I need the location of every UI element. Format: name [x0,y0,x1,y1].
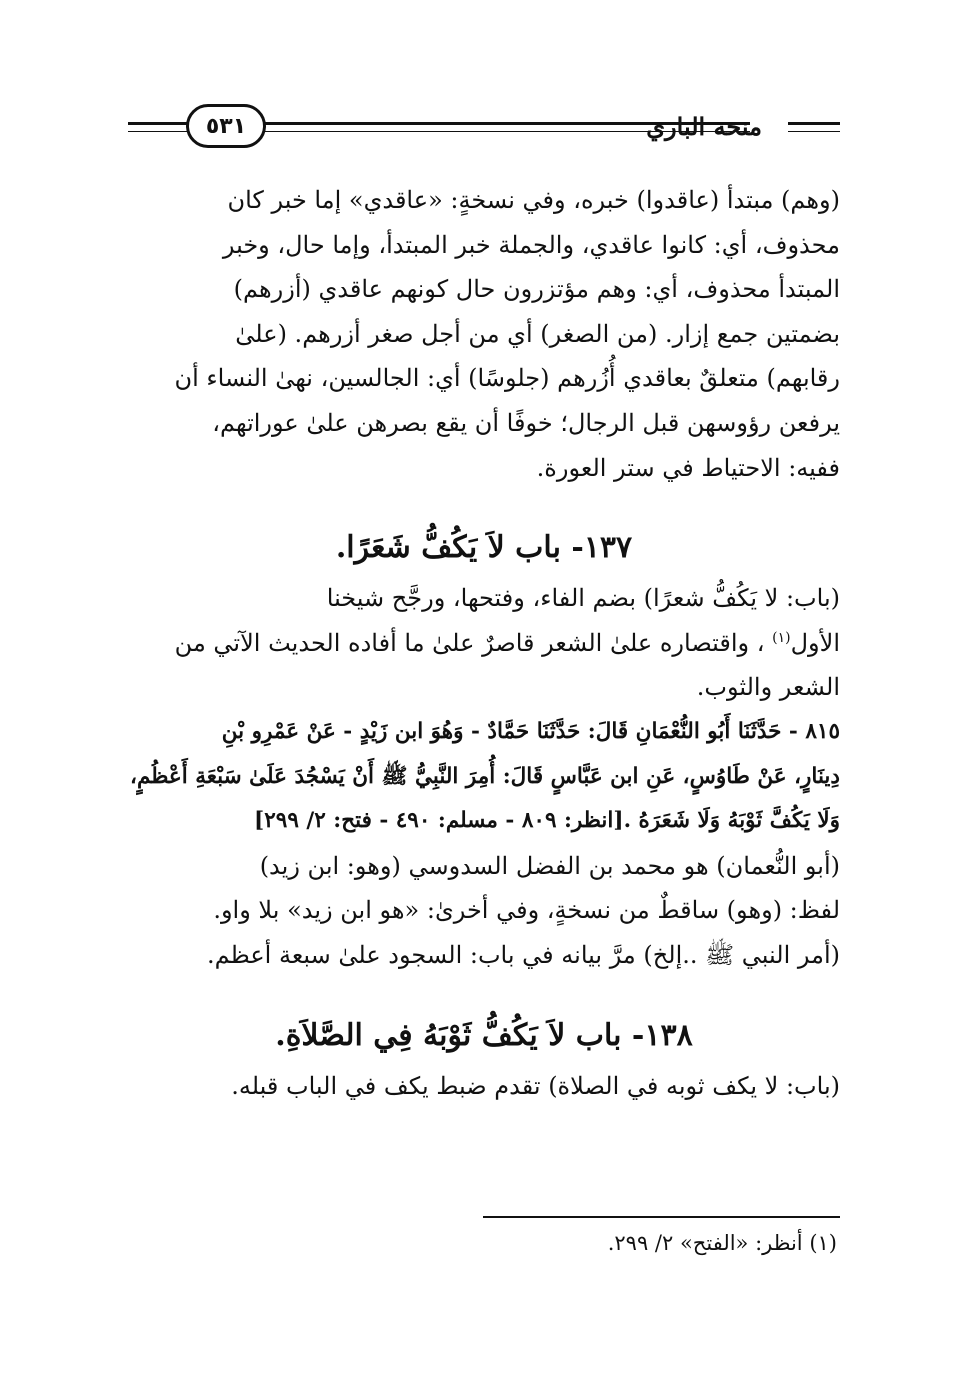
hadith-line: ٨١٥ - حَدَّثَنَا أَبُو النُّعْمَانِ قَالَ: حَدَّثَنَا حَمَّادٌ - وَهُوَ ابن زَيْدٍ - عَنْ عَمْرِو بْنِ [221,718,840,744]
text-line: المبتدأ محذوف، أي: وهم مؤتزرون حال كونهم عاقدي (أزرهم) [233,275,840,304]
hadith-815 [128,710,840,844]
footnote: (١) أنظر: «الفتح» ٢/ ٢٩٩. [607,1231,837,1255]
text-line: (باب: لا يكف ثوبه في الصلاة) تقدم ضبط يكف في الباب قبله. [231,1071,840,1100]
text-line: (أبو النُّعمان) هو محمد بن الفضل السدوسي (وهو: ابن زيد) [259,851,840,880]
text-line: بضمتين جمع إزار. (من الصغر) أي من أجل صغر أزرهم. (علىٰ [235,319,840,348]
page-number: ٥٣١ [186,104,266,148]
footnote-separator [483,1216,840,1218]
page-header [128,98,840,158]
commentary-block-1 [128,178,840,490]
text-line: ففيه: الاحتياط في ستر العورة. [536,453,840,482]
text-line: محذوف، أي: كانوا عاقدي، والجملة خبر المبتدأ، وإما حال، وخبر [222,230,840,259]
text-line: لفظ: (وهو) ساقطٌ من نسخةٍ، وفي أخرىٰ: «هو ابن زيد» بلا واو. [213,896,840,925]
text-line: الأول [790,628,840,657]
main-text [128,178,840,1108]
text-line: الشعر والثوب. [696,673,840,702]
commentary-block-137 [128,576,840,710]
header-rule-right [788,122,840,132]
header-rule-left [128,122,194,132]
text-line: (أمر النبي ﷺ ..إلخ) مرَّ بيانه في باب: السجود علىٰ سبعة أعظم. [207,940,840,969]
chapter-heading-137: ١٣٧- باب لاَ يَكُفُّ شَعَرًا. [335,530,633,566]
running-title: منحة الباري [646,112,762,141]
chapter-heading-138: ١٣٨- باب لاَ يَكُفُّ ثَوْبَهُ فِي الصَّلاَةِ. [275,1017,693,1053]
text-line: يرفعن رؤوسهن قبل الرجال؛ خوفًا أن يقع بصرهن علىٰ عوراتهم، [212,408,840,437]
text-line: (باب: لا يَكُفُّ شعرًا) بضم الفاء، وفتحها، ورجَّح شيخنا [326,584,840,613]
commentary-block-815 [128,844,840,978]
footnote-marker[interactable]: (١) [772,629,791,646]
commentary-block-138 [128,1064,840,1109]
text-line: (وهم) مبتدأ (عاقدوا) خبره، وفي نسخةٍ: «عاقدي» إما خبر كان [227,186,840,214]
hadith-line: دِينَارٍ، عَنْ طَاوُسٍ، عَنِ ابن عَبَّاسٍ قَالَ: أُمِرَ النَّبِيُّ ﷺ أَنْ يَسْجُدَ عَلَىٰ سَبْعَةِ أَعْظُمٍ، [130,763,840,789]
text-line: ، واقتصاره علىٰ الشعر قاصرٌ علىٰ ما أفاده الحديث الآتي من [174,628,765,657]
text-line: رقابهم) متعلقٌ بعاقدي أُزُرهم (جلوسًا) أي: الجالسين، نهىٰ النساء أن [174,364,840,393]
hadith-line: وَلَا يَكُفَّ ثَوْبَهُ وَلَا شَعَرَهُ .[انظر: ٨٠٩ - مسلم: ٤٩٠ - فتح: ٢/ ٢٩٩] [254,808,840,834]
